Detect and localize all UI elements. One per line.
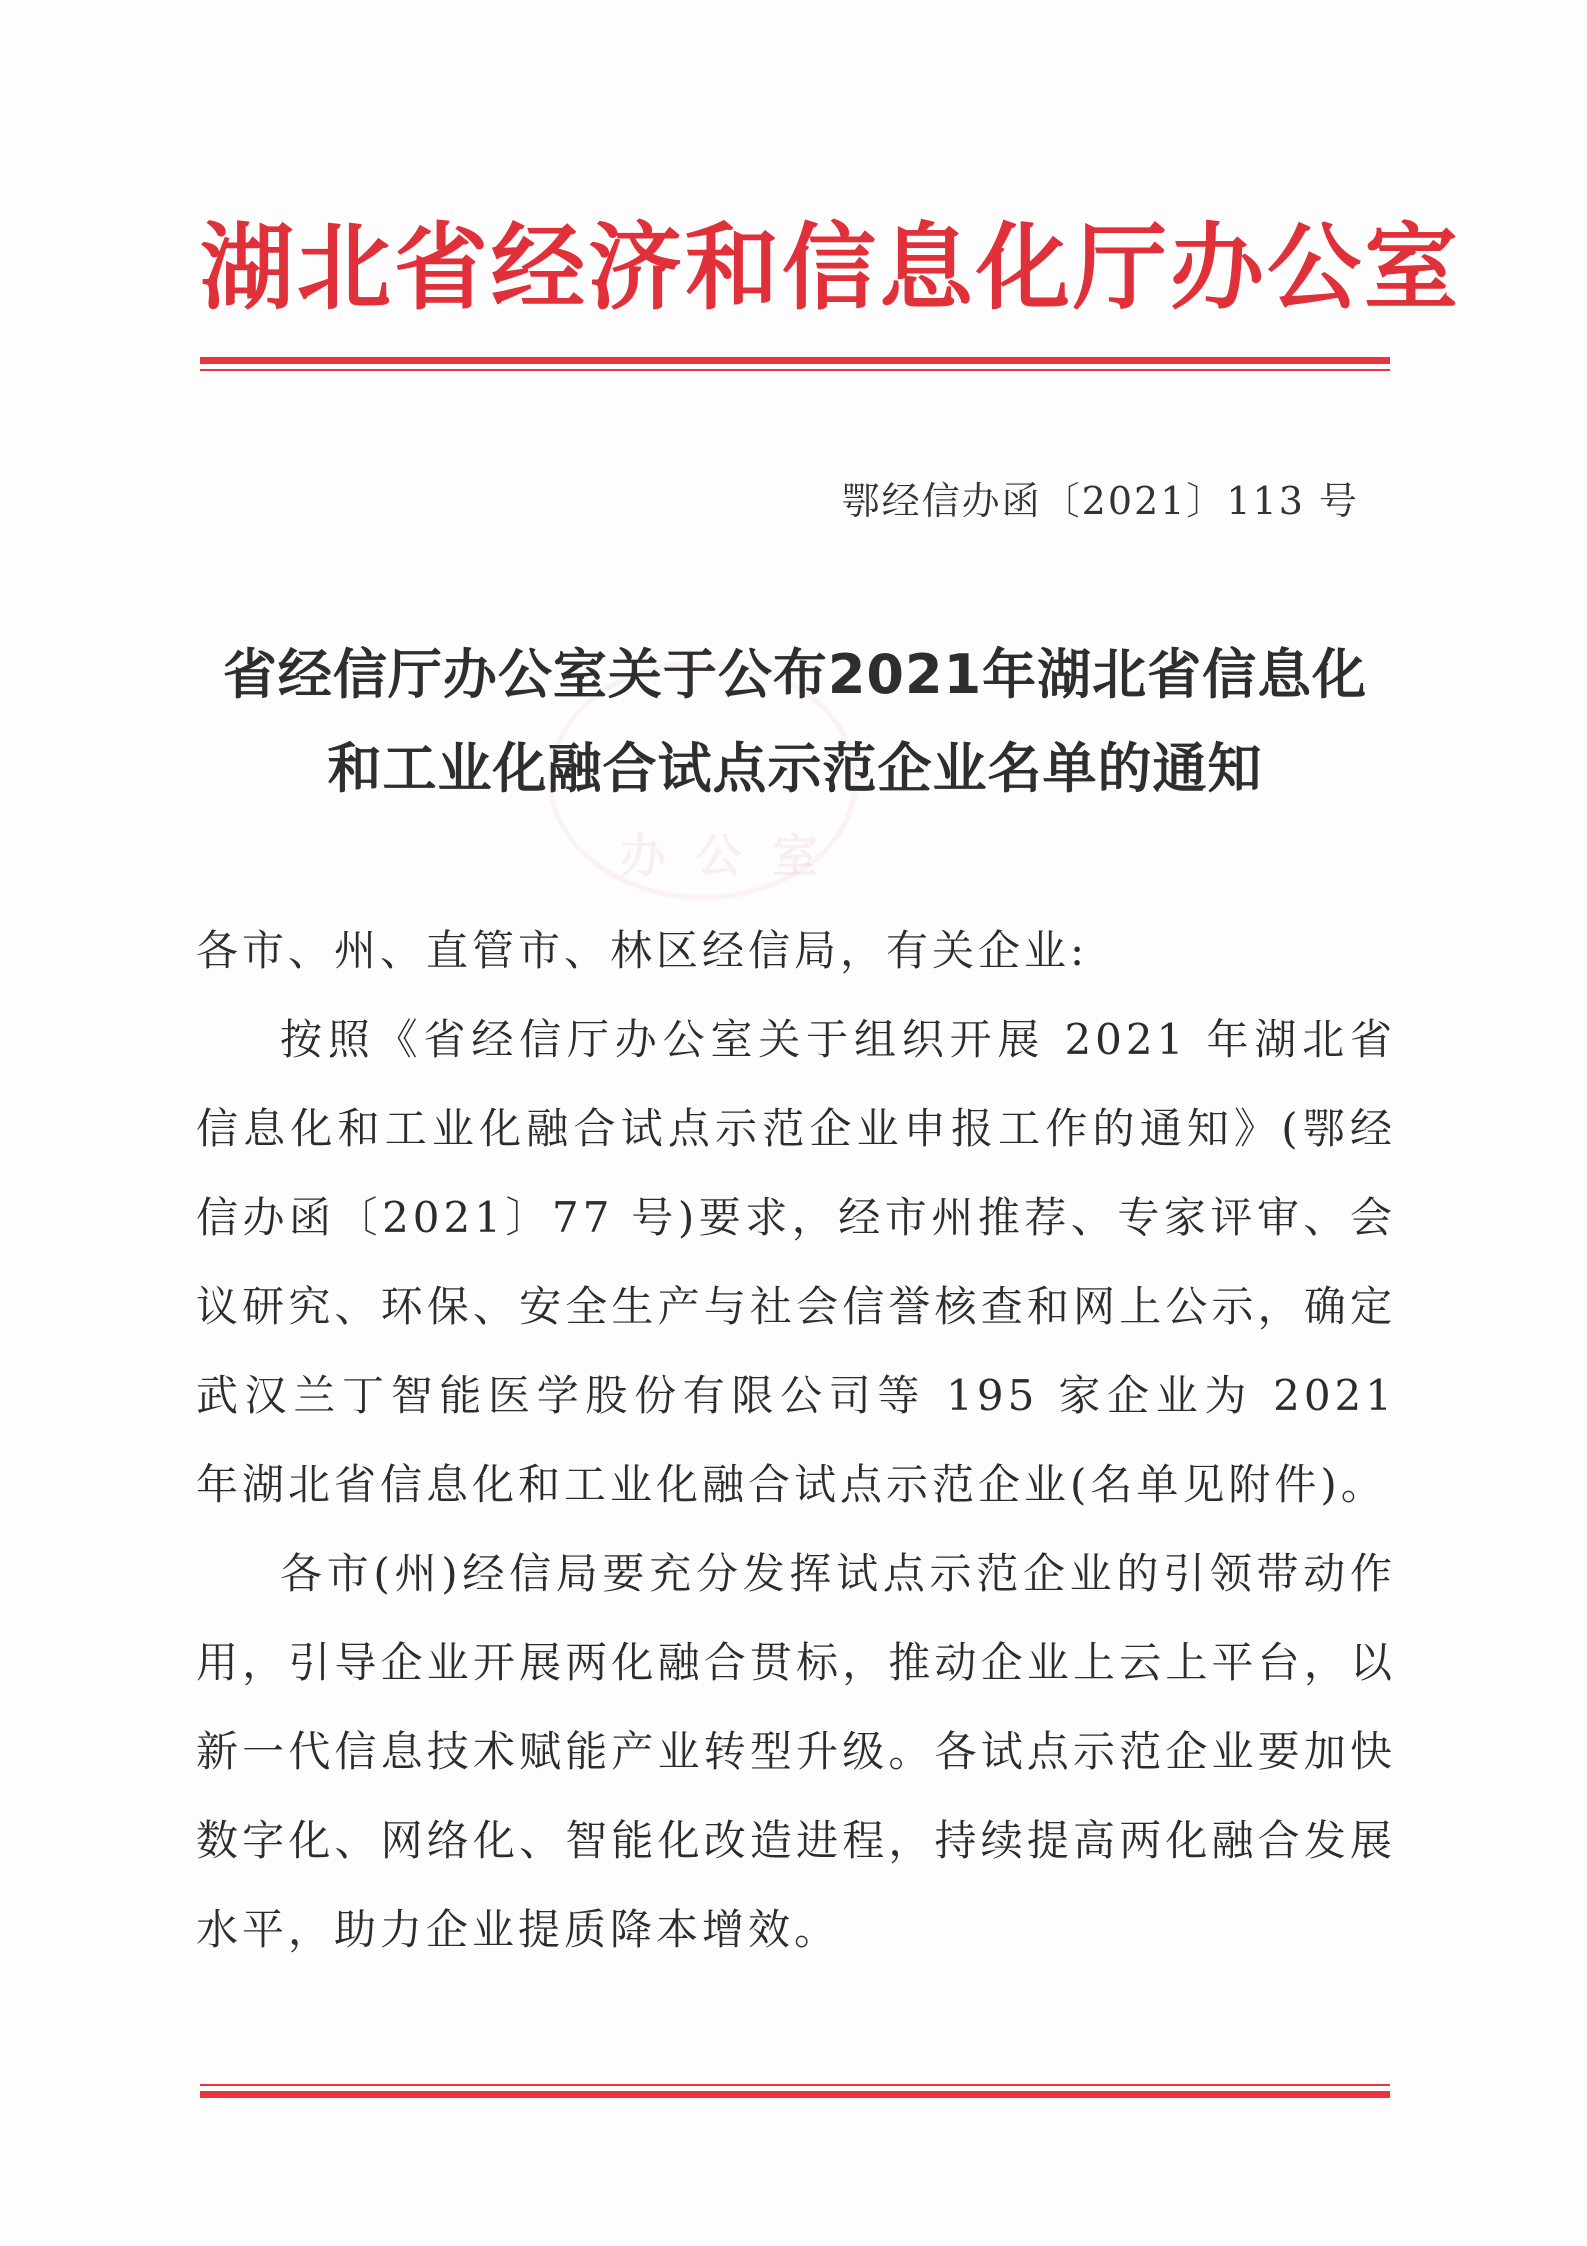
issuer-masthead: 湖北省经济和信息化厅办公室 xyxy=(200,214,1462,323)
title-line-2: 和工业化融合试点示范企业名单的通知 xyxy=(327,737,1263,800)
footer-red-rule xyxy=(200,2084,1390,2098)
header-rule-thick xyxy=(200,357,1390,364)
body-paragraph-2: 各市(州)经信局要充分发挥试点示范企业的引领带动作用，引导企业开展两化融合贯标，推动企业上云上平台，以新一代信息技术赋能产业转型升级。各试点示范企业要加快数字化、网络化、智能化改造进程，持续提高两化融合发展水平，助力企业提质降本增效。 xyxy=(196,1549,1396,1954)
salutation: 各市、州、直管市、林区经信局，有关企业: xyxy=(196,926,1089,975)
body-paragraph-1: 按照《省经信厅办公室关于组织开展 2021 年湖北省信息化和工业化融合试点示范企业申报工作的通知》(鄂经信办函〔2021〕77 号)要求，经市州推荐、专家评审、会议研究、环保、安全生产与社会信誉核查和网上公示，确定武汉兰丁智能医学股份有限公司等 195 家企业为 2021 年湖北省信息化和工业化融合试点示范企业(名单见附件)。 xyxy=(196,1015,1396,1509)
footer-rule-thin xyxy=(200,2084,1390,2086)
footer-rule-thick xyxy=(200,2091,1390,2098)
header-red-rule xyxy=(200,357,1390,371)
title-line-1: 省经信厅办公室关于公布2021年湖北省信息化 xyxy=(222,643,1368,706)
seal-text: 办公室 xyxy=(620,829,848,883)
header-rule-thin xyxy=(200,369,1390,371)
document-body xyxy=(196,906,1396,1974)
document-title xyxy=(190,628,1400,816)
document-number: 鄂经信办函〔2021〕113 号 xyxy=(841,479,1359,523)
